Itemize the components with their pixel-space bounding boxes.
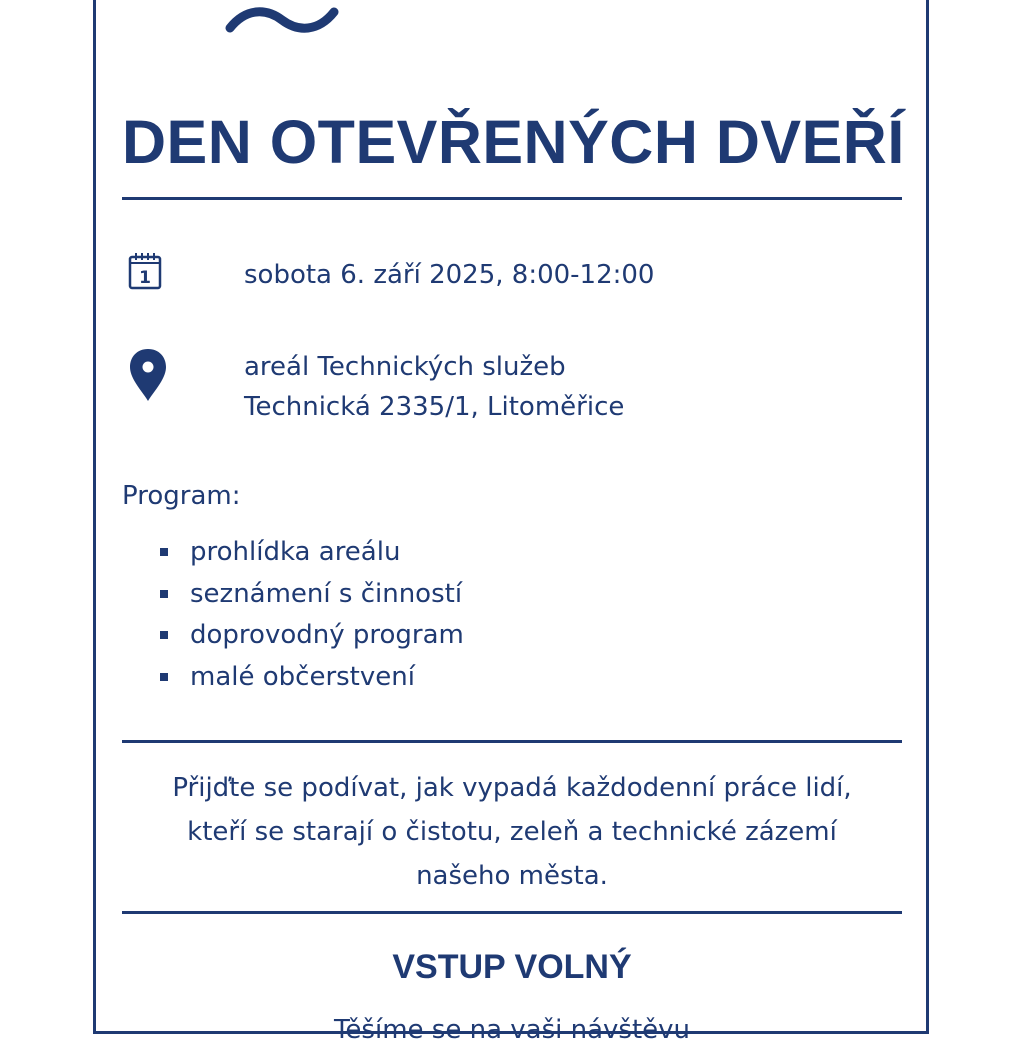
event-location [244,347,624,427]
bullet-icon [160,590,168,598]
invitation-divider [122,911,902,914]
bullet-icon [160,673,168,681]
poster-title: DEN OTEVŘENÝCH DVEŘÍ [122,108,905,176]
list-item: malé občerstvení [160,657,464,699]
event-date: sobota 6. září 2025, 8:00-12:00 [244,260,655,290]
title-divider [122,197,902,200]
tilde-decoration-icon [224,0,342,42]
calendar-icon-number: 1 [139,268,151,288]
list-item: doprovodný program [160,615,464,657]
list-item: prohlídka areálu [160,532,464,574]
bullet-icon [160,631,168,639]
invitation-line: našeho města. [416,861,608,891]
bullet-icon [160,548,168,556]
program-divider [122,740,902,743]
list-item: seznámení s činností [160,574,464,616]
invitation-line: Přijďte se podívat, jak vypadá každodenní práce lidí, [172,773,852,803]
location-line-1: areál Technických služeb [244,352,566,382]
location-line-2: Technická 2335/1, Litoměřice [244,392,625,422]
invitation-line: kteří se starají o čistotu, zeleň a technické zázemí [187,817,837,847]
program-label: Program: [122,481,241,511]
calendar-icon [128,252,162,290]
admission-heading: VSTUP VOLNÝ [392,948,632,986]
map-pin-icon [128,347,168,403]
program-list [160,532,464,698]
invitation-text [122,766,902,898]
closing-line: Těšíme se na vaši návštěvu [333,1015,691,1045]
